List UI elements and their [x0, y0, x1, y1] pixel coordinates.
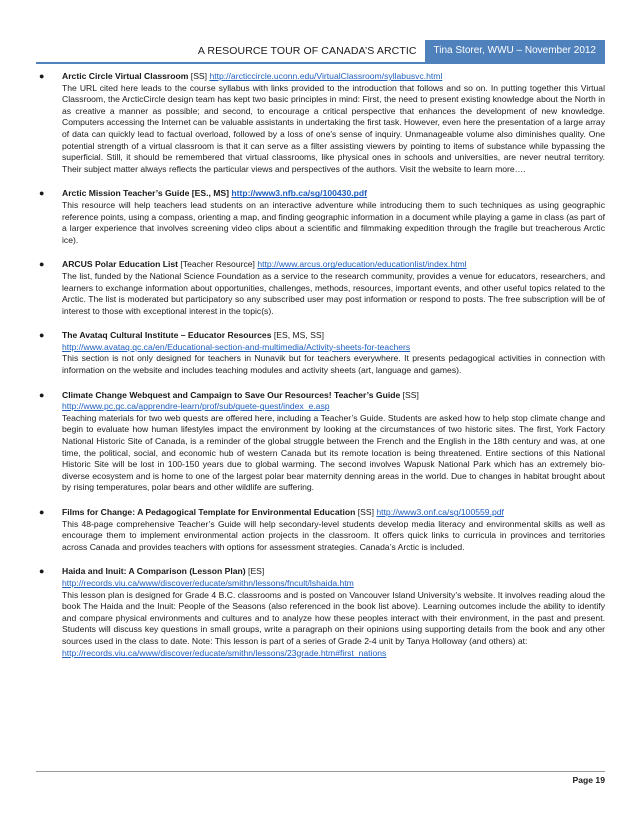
resource-link[interactable]: http://www.avataq.qc.ca/en/Educational-section-and-multimedia/Activity-sheets-for-teachers: [62, 341, 411, 352]
resource-title: Haida and Inuit: A Comparison (Lesson Plan): [62, 566, 246, 577]
page-header: [36, 40, 605, 64]
header-author-date: Tina Storer, WWU – November 2012: [425, 40, 605, 62]
resource-entry-films-for-change: [36, 507, 605, 553]
resource-description: This resource will help teachers lead students on an interactive adventure while introducing them to such techniques as using geographic reference points, using a compass, orienting a map, and finding geographic information in a document while playing a game in class (as part of a larger experience that involves screening video clips about a scientific and filmmaking expedition through the fragile but treacherous Arctic ice).: [62, 199, 605, 245]
header-title: A RESOURCE TOUR OF CANADA’S ARCTIC: [197, 45, 417, 57]
bullet-icon: ●: [39, 71, 45, 81]
resource-title: ARCUS Polar Education List: [62, 259, 179, 270]
resource-description: This lesson plan is designed for Grade 4 B.C. classrooms and is posted on Vancouver Island University’s website. It involves reading aloud the book The Haida and the Inuit: People of the Seasons (also referenced in the book list above). Learning outcomes include the ability to identify and compare physical environments and cultures and to analyze how these peoples interact with their environment, in the past and present. Students will discuss key questions in small groups, write a paragraph on their opinions using supporting details from the book and any other sources used in the class to date. Note: This lesson is part of a series of Grade 2-4 unit by Tanya Holloway (and others) at:: [62, 589, 605, 646]
resource-link-series[interactable]: http://records.viu.ca/www/discover/educate/smithn/lessons/23grade.htm#first_nations: [62, 647, 387, 658]
resource-list: [36, 71, 605, 672]
resource-tag: [ES]: [245, 566, 265, 577]
bullet-icon: ●: [39, 566, 45, 577]
resource-title: Arctic Circle Virtual Classroom: [62, 71, 189, 81]
resource-entry-arctic-circle: [36, 71, 605, 175]
resource-title: Climate Change Webquest and Campaign to Save Our Resources! Teacher’s Guide: [62, 389, 401, 400]
resource-link[interactable]: http://records.viu.ca/www/discover/educate/smithn/lessons/fncult/lshaida.htm: [62, 577, 354, 588]
bullet-icon: ●: [39, 188, 45, 199]
resource-description: This section is not only designed for teachers in Nunavik but for teachers everywhere. It presents pedagogical activities in connection with information on the website and includes teaching modules and activity sheets (art, language and games).: [62, 353, 605, 376]
resource-description: Teaching materials for two web quests are offered here, including a Teacher’s Guide. Students are asked how to help stop climate change and begin to evaluate how human lifestyles impact the environment by looking at the circumstances of two historic sites. The first, York Factory National Historic Site of Canada, is a reminder of the global struggle between the French and the English in the 18th century and was, at one time, the political, social, and economic hub of western Canada but its remote location is being threatened. Entire sections of this National Historic Site will be lost in 100-150 years due to global warming. The second involves Wapusk National Park which has an extremely bio-diverse ecosystem and is home to one of the largest polar bear maternity denning areas in the world. Due to changes in habitat brought about by rising temperatures, polar bears and other wildlife are suffering.: [62, 412, 605, 493]
resource-link[interactable]: http://www.pc.gc.ca/apprendre-learn/prof/sub/quete-quest/index_e.asp: [62, 401, 330, 412]
resource-tag: [SS]: [188, 71, 210, 81]
resource-description: This 48-page comprehensive Teacher’s Guide will help secondary-level students develop media literacy and environmental skills as well as encourage them to implement environmental action projects in the classroom. It offers quick links to curricula in provinces and territories across Canada and provides teachers with options for assessment strategies. Canada’s Arctic is included.: [62, 518, 605, 552]
resource-tag: [SS]: [400, 389, 419, 400]
resource-link[interactable]: http://www3.onf.ca/sg/100559.pdf: [376, 507, 504, 517]
resource-link[interactable]: http://www3.nfb.ca/sg/100430.pdf: [231, 188, 367, 199]
resource-link[interactable]: http://arcticcircle.uconn.edu/VirtualClassroom/syllabusvc.html: [209, 71, 443, 81]
resource-description: The URL cited here leads to the course syllabus with links provided to the introduction that follows and so on. In putting together this Virtual Classroom, the ArcticCircle design team has kept two basic principles in mind: First, the need to present existing knowledge about the North in as creative a manner as possible; and second, to encourage a critical perspective that enhances the development of new knowledge. Computers accessing the Internet can be valuable assistants in undertaking the first task. However, even here the presentation of a large array of data can quickly lead to factual overload, followed by a loss of one's sense of inquiry. Unmanageable volume also diminishes quality. One potential strength of a virtual classroom is that it can serve as a filter assisting viewers by pointing to items of substance while bypassing the superficial. Still, it should be remembered that virtual classrooms, like physical ones in schools and universities, are never neutral territory. Their subject matter always reflects the particular views and perspectives of the authors. Visit the website to learn more….: [62, 82, 605, 174]
bullet-icon: ●: [39, 389, 45, 400]
resource-entry-avataq: [36, 330, 605, 376]
resource-title: Films for Change: A Pedagogical Template for Environmental Education: [62, 507, 356, 517]
resource-title: Arctic Mission Teacher’s Guide [ES., MS]: [62, 188, 232, 199]
page-footer: [36, 771, 605, 785]
resource-description: The list, funded by the National Science Foundation as a service to the research community, provides a venue for educators, researchers, and learners to exchange information about opportunities, challenges, methods, resources, important events, and other useful topics related to the Arctic. The list is moderated but participatory so any subscribed user may post information or respond to posts. The free subscription will be of interest to those with exceptional interest in the topic(s).: [62, 270, 605, 316]
resource-title: The Avataq Cultural Institute – Educator Resources: [62, 330, 272, 341]
page-number: Page 19: [572, 775, 605, 785]
resource-tag: [SS]: [355, 507, 377, 517]
resource-link[interactable]: http://www.arcus.org/education/educationlist/index.html: [257, 259, 467, 270]
resource-entry-haida-inuit: [36, 566, 605, 659]
resource-entry-arctic-mission: [36, 188, 605, 246]
resource-tag: [ES, MS, SS]: [271, 330, 325, 341]
resource-entry-climate-change: [36, 390, 605, 494]
bullet-icon: ●: [39, 259, 45, 270]
resource-entry-arcus: [36, 259, 605, 317]
bullet-icon: ●: [39, 330, 45, 341]
resource-tag: [Teacher Resource]: [178, 259, 258, 270]
bullet-icon: ●: [39, 507, 45, 517]
